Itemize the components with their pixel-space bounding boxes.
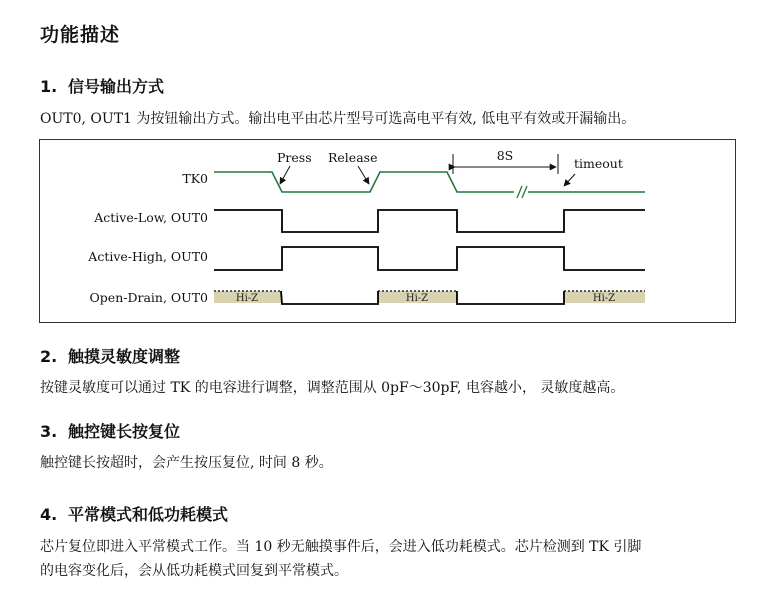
- open-drain-waveform: [457, 291, 564, 304]
- break-mark: [517, 186, 522, 198]
- paragraph-line: OUT0, OUT1 为按钮输出方式。输出电平由芯片型号可选高电平有效, 低电平有效或开漏输出。: [40, 111, 636, 127]
- timing-diagram: [39, 139, 736, 323]
- section-number: 1.: [40, 77, 58, 96]
- signal-label-open-drain: Open-Drain, OUT0: [89, 290, 208, 305]
- break-mark: [522, 186, 527, 198]
- hiz-label: Hi-Z: [592, 293, 616, 304]
- paragraph-line: 触控键长按超时，会产生按压复位, 时间 8 秒。: [40, 455, 333, 471]
- release-annotation: Release: [328, 150, 378, 165]
- section-4-body: [40, 535, 740, 583]
- active-high-waveform: [214, 247, 645, 270]
- section-2-heading: [40, 344, 180, 367]
- press-arrow: [280, 166, 290, 184]
- timing-diagram-svg: [40, 140, 737, 324]
- release-arrow: [358, 166, 369, 184]
- signal-label-active-high: Active-High, OUT0: [88, 249, 208, 264]
- paragraph-line: 按键灵敏度可以通过 TK 的电容进行调整，调整范围从 0pF～30pF, 电容越小， 灵敏度越高。: [40, 380, 625, 396]
- timeout-annotation: timeout: [574, 156, 623, 171]
- page-title: 功能描述: [40, 24, 121, 46]
- section-title: 触控键长按复位: [68, 422, 181, 441]
- duration-label: 8S: [496, 148, 514, 163]
- section-1-heading: [40, 74, 164, 97]
- section-title: 信号输出方式: [68, 77, 165, 96]
- hiz-label: Hi-Z: [235, 293, 259, 304]
- section-number: 2.: [40, 347, 58, 366]
- section-number: 4.: [40, 505, 58, 524]
- section-1-body: [40, 107, 740, 131]
- signal-label-active-low: Active-Low, OUT0: [94, 210, 208, 225]
- open-drain-waveform: [281, 291, 378, 304]
- signal-label-tk0: TK0: [182, 171, 208, 186]
- section-2-body: [40, 376, 740, 400]
- section-number: 3.: [40, 422, 58, 441]
- active-low-waveform: [214, 210, 645, 232]
- section-3-heading: [40, 419, 180, 442]
- section-title: 平常模式和低功耗模式: [68, 505, 229, 524]
- section-3-body: [40, 451, 740, 475]
- press-annotation: Press: [277, 150, 312, 165]
- section-4-heading: [40, 502, 228, 525]
- paragraph-line: 的电容变化后，会从低功耗模式回复到平常模式。: [40, 563, 348, 579]
- paragraph-line: 芯片复位即进入平常模式工作。当 10 秒无触摸事件后，会进入低功耗模式。芯片检测到 TK 引脚: [40, 539, 642, 555]
- timeout-arrow: [564, 174, 575, 186]
- section-title: 触摸灵敏度调整: [68, 347, 181, 366]
- hiz-label: Hi-Z: [405, 293, 429, 304]
